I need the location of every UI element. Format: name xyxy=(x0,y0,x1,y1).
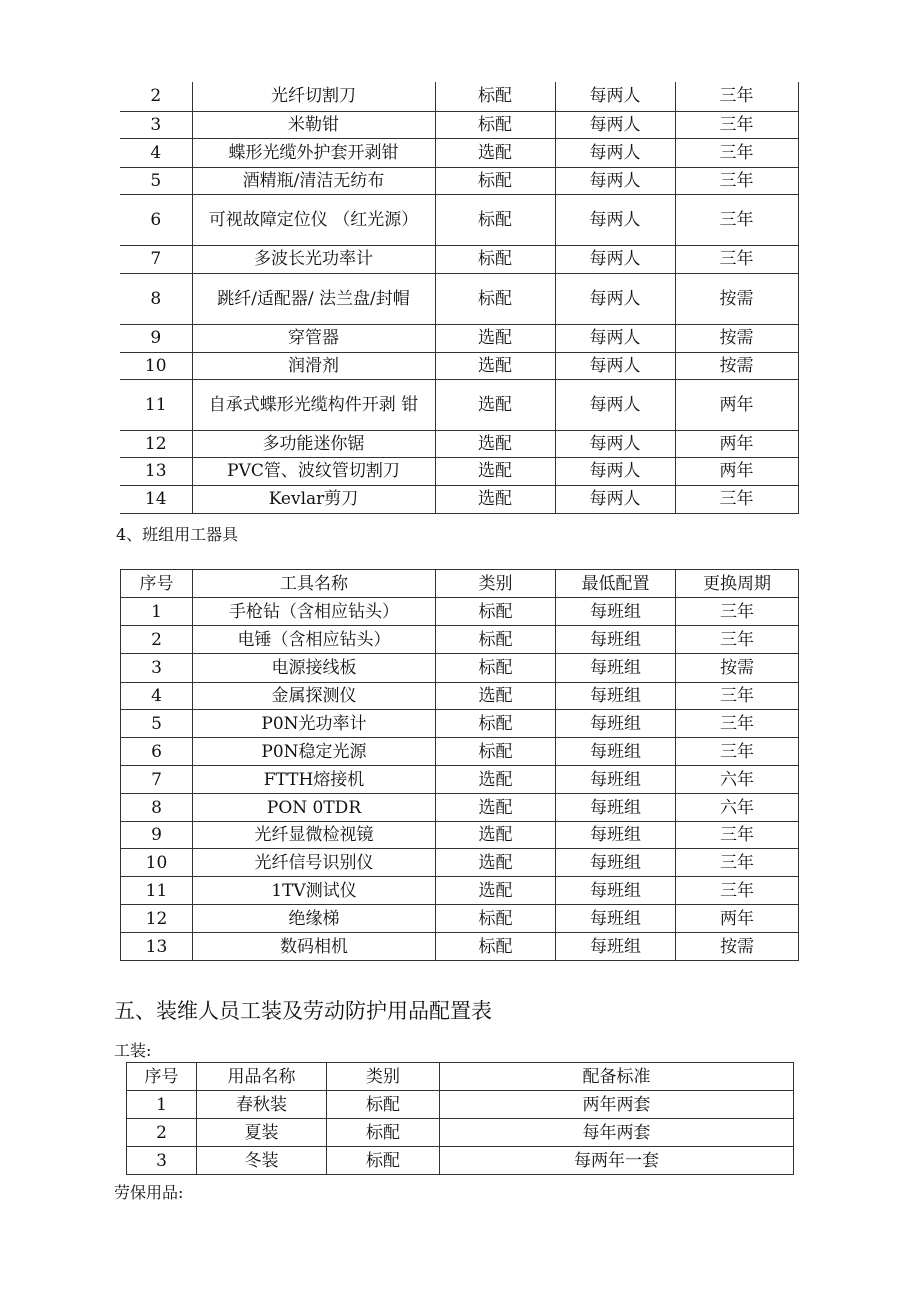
column-header: 最低配置 xyxy=(556,570,676,598)
table-cell: 每两人 xyxy=(555,485,675,513)
table-cell: 米勒钳 xyxy=(192,111,435,138)
table-cell: 标配 xyxy=(435,194,555,245)
table-cell: 跳纤/适配器/ 法兰盘/封帽 xyxy=(192,273,435,324)
table-cell: PON 0TDR xyxy=(193,794,436,822)
table-row xyxy=(120,273,798,324)
table-cell: 标配 xyxy=(436,626,556,654)
table-row xyxy=(121,822,799,849)
table-cell: 9 xyxy=(121,822,193,849)
table-cell: 光纤显微检视镜 xyxy=(193,822,436,849)
table-cell: 按需 xyxy=(675,273,798,324)
table-cell: 标配 xyxy=(327,1091,440,1119)
table-row xyxy=(120,111,798,138)
table-row xyxy=(121,933,799,961)
table-cell: 标配 xyxy=(435,273,555,324)
table-cell: 1TV测试仪 xyxy=(193,877,436,905)
table-cell: 六年 xyxy=(676,766,799,794)
section5-title: 五、装维人员工装及劳动防护用品配置表 xyxy=(114,999,492,1023)
table-cell: 每两人 xyxy=(555,111,675,138)
table-cell: 选配 xyxy=(436,849,556,877)
table-cell: 标配 xyxy=(436,738,556,766)
table-row xyxy=(120,245,798,273)
table-cell: 选配 xyxy=(435,485,555,513)
table-cell: 按需 xyxy=(675,324,798,352)
table-row xyxy=(120,138,798,167)
table-cell: 11 xyxy=(121,877,193,905)
table-cell: 夏装 xyxy=(197,1119,327,1147)
column-header: 类别 xyxy=(327,1063,440,1091)
table-cell: 每班组 xyxy=(556,654,676,683)
table-cell: 三年 xyxy=(676,710,799,738)
table-cell: 酒精瓶/清洁无纺布 xyxy=(192,167,435,194)
table-cell: 光纤切割刀 xyxy=(192,82,435,111)
table-cell: 选配 xyxy=(436,822,556,849)
table-cell: 每两人 xyxy=(555,167,675,194)
table-row xyxy=(121,654,799,683)
table-cell: 12 xyxy=(120,430,192,457)
table-cell: 标配 xyxy=(436,654,556,683)
table-cell: 9 xyxy=(120,324,192,352)
table-cell: 三年 xyxy=(676,598,799,626)
table-cell: 标配 xyxy=(436,905,556,933)
table-cell: 每班组 xyxy=(556,933,676,961)
table-cell: 三年 xyxy=(675,138,798,167)
table-cell: 1 xyxy=(127,1091,197,1119)
table-row xyxy=(120,167,798,194)
personal-tools-table xyxy=(120,82,799,514)
table-cell: 金属探测仪 xyxy=(193,683,436,710)
table-cell: 7 xyxy=(120,245,192,273)
table-cell: 13 xyxy=(121,933,193,961)
table-cell: 每两人 xyxy=(555,324,675,352)
table-cell: FTTH熔接机 xyxy=(193,766,436,794)
table-cell: P0N光功率计 xyxy=(193,710,436,738)
table-cell: 3 xyxy=(120,111,192,138)
table-cell: 电锤（含相应钻头） xyxy=(193,626,436,654)
table-cell: 三年 xyxy=(676,738,799,766)
table-cell: 选配 xyxy=(435,352,555,379)
table-row xyxy=(121,683,799,710)
table-cell: 每两人 xyxy=(555,245,675,273)
table-cell: 每班组 xyxy=(556,710,676,738)
table-row xyxy=(121,849,799,877)
table-cell: 每两人 xyxy=(555,82,675,111)
table-cell: 可视故障定位仪 （红光源） xyxy=(192,194,435,245)
table-cell: 每两人 xyxy=(555,379,675,430)
table-cell: 每两年一套 xyxy=(440,1147,794,1175)
table-cell: 6 xyxy=(120,194,192,245)
table-cell: 3 xyxy=(127,1147,197,1175)
table-cell: 2 xyxy=(120,82,192,111)
table-cell: 电源接线板 xyxy=(193,654,436,683)
table-row xyxy=(120,379,798,430)
column-header: 序号 xyxy=(127,1063,197,1091)
table-cell: 8 xyxy=(121,794,193,822)
table-cell: 每两人 xyxy=(555,138,675,167)
table-cell: 标配 xyxy=(435,111,555,138)
table-cell: 7 xyxy=(121,766,193,794)
column-header: 用品名称 xyxy=(197,1063,327,1091)
table-header-row xyxy=(121,570,799,598)
table-row xyxy=(121,598,799,626)
table-row xyxy=(120,485,798,513)
table-cell: 每班组 xyxy=(556,905,676,933)
table-row xyxy=(127,1119,794,1147)
table-cell: 三年 xyxy=(676,822,799,849)
table-row xyxy=(121,710,799,738)
column-header: 工具名称 xyxy=(193,570,436,598)
team-tools-table xyxy=(120,569,799,961)
table-cell: 每班组 xyxy=(556,766,676,794)
table-cell: 两年 xyxy=(676,905,799,933)
table-cell: 每班组 xyxy=(556,822,676,849)
table-cell: 13 xyxy=(120,457,192,485)
table-cell: 光纤信号识别仪 xyxy=(193,849,436,877)
table-cell: 数码相机 xyxy=(193,933,436,961)
table-cell: 两年 xyxy=(675,379,798,430)
table-cell: 多功能迷你锯 xyxy=(192,430,435,457)
table-cell: 每班组 xyxy=(556,738,676,766)
table-cell: 绝缘梯 xyxy=(193,905,436,933)
table-cell: 三年 xyxy=(675,194,798,245)
column-header: 更换周期 xyxy=(676,570,799,598)
table-cell: 三年 xyxy=(675,485,798,513)
table-cell: 选配 xyxy=(435,324,555,352)
table-cell: 标配 xyxy=(327,1119,440,1147)
table-cell: Kevlar剪刀 xyxy=(192,485,435,513)
workwear-label: 工装: xyxy=(114,1041,152,1060)
table-row xyxy=(120,352,798,379)
table-cell: 标配 xyxy=(435,245,555,273)
table-cell: 三年 xyxy=(675,111,798,138)
table-cell: 三年 xyxy=(675,245,798,273)
table-row xyxy=(121,877,799,905)
table-cell: 标配 xyxy=(436,933,556,961)
table-row xyxy=(120,457,798,485)
table-row xyxy=(127,1147,794,1175)
table-row xyxy=(120,194,798,245)
table-cell: 两年 xyxy=(675,457,798,485)
table-cell: 手枪钻（含相应钻头） xyxy=(193,598,436,626)
table-cell: 1 xyxy=(121,598,193,626)
table-cell: 每班组 xyxy=(556,626,676,654)
table-cell: 每班组 xyxy=(556,598,676,626)
table-cell: 标配 xyxy=(436,598,556,626)
table-cell: 按需 xyxy=(676,654,799,683)
table-cell: 三年 xyxy=(675,167,798,194)
table-cell: 春秋装 xyxy=(197,1091,327,1119)
column-header: 配备标准 xyxy=(440,1063,794,1091)
table-cell: 5 xyxy=(121,710,193,738)
table-row xyxy=(121,794,799,822)
table-cell: 每班组 xyxy=(556,849,676,877)
table-cell: P0N稳定光源 xyxy=(193,738,436,766)
table-header-row xyxy=(127,1063,794,1091)
table-cell: 选配 xyxy=(436,766,556,794)
table-row xyxy=(120,82,798,111)
protective-equipment-label: 劳保用品: xyxy=(114,1183,184,1202)
table-cell: 选配 xyxy=(435,138,555,167)
workwear-table xyxy=(126,1062,794,1175)
table-cell: 自承式蝶形光缆构件开剥 钳 xyxy=(192,379,435,430)
table-cell: 两年两套 xyxy=(440,1091,794,1119)
table-cell: 三年 xyxy=(675,82,798,111)
team-tools-section-title: 4、班组用工器具 xyxy=(116,525,239,544)
table-cell: 三年 xyxy=(676,683,799,710)
table-row xyxy=(120,430,798,457)
table-cell: 11 xyxy=(120,379,192,430)
table-cell: 4 xyxy=(121,683,193,710)
table-cell: 三年 xyxy=(676,626,799,654)
table-cell: 每两人 xyxy=(555,457,675,485)
table-cell: 选配 xyxy=(435,379,555,430)
table-cell: 每班组 xyxy=(556,794,676,822)
table-cell: 每班组 xyxy=(556,683,676,710)
table-cell: 标配 xyxy=(436,710,556,738)
table-cell: 选配 xyxy=(436,794,556,822)
table-cell: 4 xyxy=(120,138,192,167)
table-cell: 冬装 xyxy=(197,1147,327,1175)
table-row xyxy=(120,324,798,352)
table-cell: 每年两套 xyxy=(440,1119,794,1147)
table-cell: 六年 xyxy=(676,794,799,822)
table-cell: 2 xyxy=(127,1119,197,1147)
table-cell: 2 xyxy=(121,626,193,654)
table-cell: 3 xyxy=(121,654,193,683)
table-cell: 标配 xyxy=(327,1147,440,1175)
table-cell: 每两人 xyxy=(555,352,675,379)
table-cell: 每班组 xyxy=(556,877,676,905)
table-cell: 多波长光功率计 xyxy=(192,245,435,273)
column-header: 类别 xyxy=(436,570,556,598)
table-row xyxy=(121,905,799,933)
table-cell: 按需 xyxy=(675,352,798,379)
table-cell: 每两人 xyxy=(555,194,675,245)
table-cell: 每两人 xyxy=(555,273,675,324)
table-cell: 5 xyxy=(120,167,192,194)
table-cell: 10 xyxy=(121,849,193,877)
table-cell: 选配 xyxy=(436,877,556,905)
table-cell: 12 xyxy=(121,905,193,933)
table-cell: 穿管器 xyxy=(192,324,435,352)
table-cell: 6 xyxy=(121,738,193,766)
table-cell: 两年 xyxy=(675,430,798,457)
table-cell: 蝶形光缆外护套开剥钳 xyxy=(192,138,435,167)
table-cell: 14 xyxy=(120,485,192,513)
table-cell: 10 xyxy=(120,352,192,379)
table-row xyxy=(121,626,799,654)
table-cell: 标配 xyxy=(435,82,555,111)
table-cell: 选配 xyxy=(435,430,555,457)
table-cell: 8 xyxy=(120,273,192,324)
table-row xyxy=(127,1091,794,1119)
table-cell: 每两人 xyxy=(555,430,675,457)
table-cell: 三年 xyxy=(676,849,799,877)
table-row xyxy=(121,766,799,794)
table-cell: PVC管、波纹管切割刀 xyxy=(192,457,435,485)
table-cell: 标配 xyxy=(435,167,555,194)
table-cell: 选配 xyxy=(435,457,555,485)
table-cell: 按需 xyxy=(676,933,799,961)
table-cell: 选配 xyxy=(436,683,556,710)
table-cell: 三年 xyxy=(676,877,799,905)
table-cell: 润滑剂 xyxy=(192,352,435,379)
table-row xyxy=(121,738,799,766)
column-header: 序号 xyxy=(121,570,193,598)
